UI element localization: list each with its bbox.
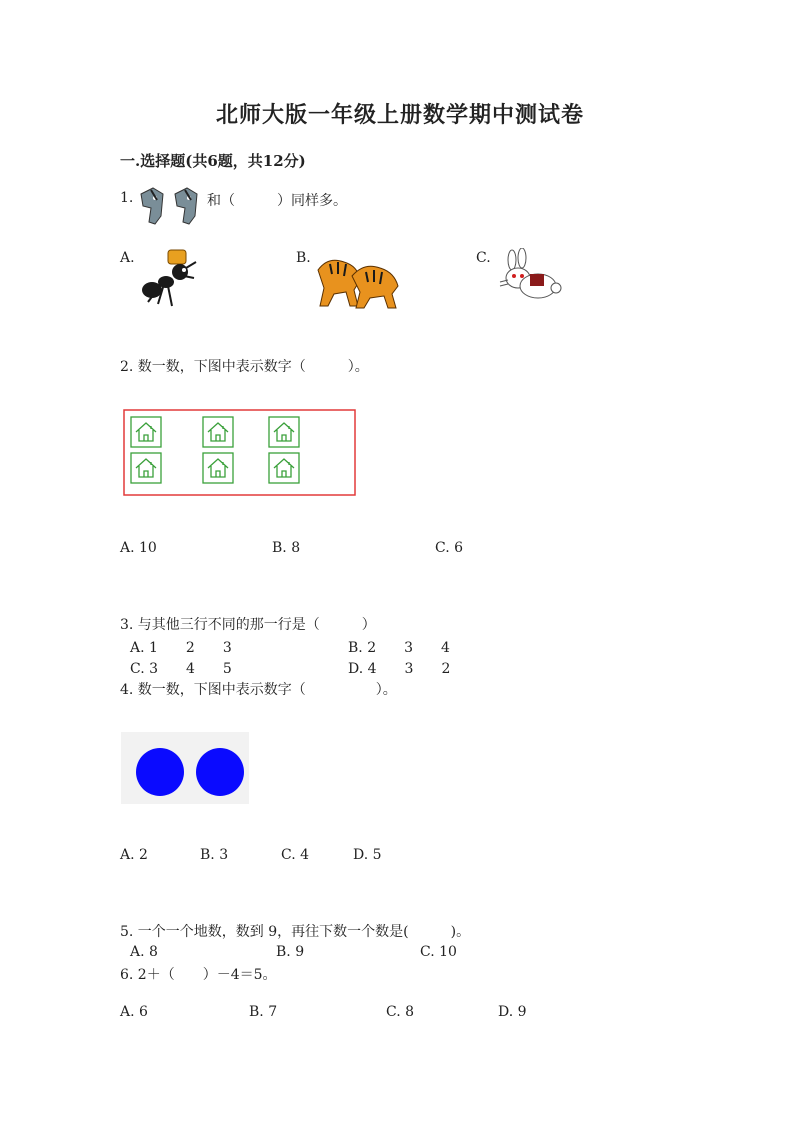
q2-text: 2. 数一数，下图中表示数字（ ）。 [120,359,369,375]
q4-option-c[interactable]: C. 4 [281,847,310,863]
q5-option-a[interactable]: A. 8 [130,944,158,960]
q2-option-b[interactable]: B. 8 [272,540,301,556]
page-title: 北师大版一年级上册数学期中测试卷 [215,102,584,128]
q1-option-b[interactable]: B. [296,250,311,266]
q6-option-b[interactable]: B. 7 [249,1004,278,1020]
q2-option-c[interactable]: C. 6 [435,540,464,556]
q4-text: 4. 数一数，下图中表示数字（ ）。 [120,682,397,698]
tigers-image [314,250,404,310]
houses-figure [123,409,357,497]
q5-text: 5. 一个一个地数，数到 9，再往下数一个数是( )。 [120,924,471,940]
q2-option-a[interactable]: A. 10 [120,540,157,556]
q6-option-c[interactable]: C. 8 [386,1004,415,1020]
q3-option-b[interactable]: B. 2 3 4 [348,640,450,656]
q3-option-d[interactable]: D. 4 3 2 [348,661,451,677]
q1-number: 1. [120,190,134,206]
section-heading: 一.选择题(共6题，共12分) [120,152,306,170]
q6-text: 6. 2＋（ ）－4＝5。 [120,967,277,983]
q5-option-c[interactable]: C. 10 [420,944,457,960]
q4-option-d[interactable]: D. 5 [353,847,382,863]
q3-text: 3. 与其他三行不同的那一行是（ ） [120,617,376,633]
ant-image [140,248,208,310]
q6-option-d[interactable]: D. 9 [498,1004,527,1020]
q1-text: 和（ ）同样多。 [207,193,347,209]
q3-option-a[interactable]: A. 1 2 3 [130,640,232,656]
q1-option-a[interactable]: A. [120,250,135,266]
rabbit-image [494,248,564,308]
q5-option-b[interactable]: B. 9 [276,944,305,960]
horse-heads-image [135,186,205,226]
circles-figure [121,732,249,804]
q4-option-a[interactable]: A. 2 [120,847,148,863]
q4-option-b[interactable]: B. 3 [200,847,229,863]
q6-option-a[interactable]: A. 6 [120,1004,148,1020]
q3-option-c[interactable]: C. 3 4 5 [130,661,232,677]
q1-option-c[interactable]: C. [476,250,491,266]
